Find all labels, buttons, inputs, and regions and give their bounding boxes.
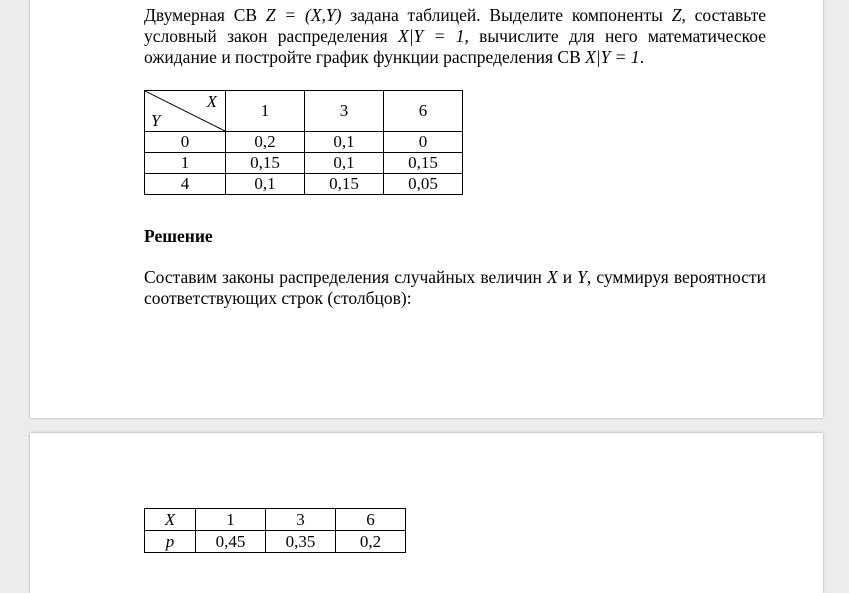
x-distribution-table <box>144 508 406 553</box>
page-1 <box>30 0 823 418</box>
probability-cell: 0,2 <box>336 531 406 553</box>
probability-cell: 0 <box>384 132 463 153</box>
table-row <box>145 509 406 531</box>
probability-cell: 0,15 <box>305 174 384 195</box>
x-value-header: 1 <box>226 91 305 132</box>
corner-cell <box>145 91 226 132</box>
table-row <box>145 531 406 553</box>
math-conditional: X|Y = 1 <box>398 26 465 46</box>
table-row <box>145 132 463 153</box>
problem-text: . <box>639 47 645 67</box>
math-z: Z <box>671 5 682 25</box>
y-value-cell: 4 <box>145 174 226 195</box>
solution-text-part: Составим законы распределения случайных величин <box>144 267 547 287</box>
problem-text: , составьте условный закон распределения <box>144 5 767 46</box>
x-value-header: 3 <box>305 91 384 132</box>
problem-text: , вычислите для него математическое ожидание и постройте график функции распределения СВ <box>144 26 766 67</box>
solution-text <box>144 267 766 309</box>
probability-cell: 0,35 <box>266 531 336 553</box>
probability-cell: 0,15 <box>226 153 305 174</box>
probability-cell: 0,05 <box>384 174 463 195</box>
math-z: Z = (X,Y) <box>265 5 342 25</box>
math-x: X <box>546 267 558 287</box>
value-cell: 1 <box>196 509 266 531</box>
value-cell: 3 <box>266 509 336 531</box>
probability-cell: 0,1 <box>305 153 384 174</box>
probability-label-cell: p <box>145 531 196 553</box>
x-axis-label: X <box>206 92 217 111</box>
probability-cell: 0,2 <box>226 132 305 153</box>
y-value-cell: 0 <box>145 132 226 153</box>
page-2 <box>30 433 823 593</box>
probability-cell: 0,45 <box>196 531 266 553</box>
math-conditional: X|Y = 1 <box>585 47 640 67</box>
table-row <box>145 153 463 174</box>
probability-cell: 0,1 <box>305 132 384 153</box>
solution-text-part: , суммируя вероятности соответствующих строк (столбцов): <box>144 267 766 308</box>
problem-text: задана таблицей. Выделите компоненты <box>341 5 672 25</box>
y-axis-label: Y <box>151 111 161 130</box>
problem-text: Двумерная СВ <box>144 5 266 25</box>
probability-cell: 0,1 <box>226 174 305 195</box>
table-header-row <box>145 91 463 132</box>
solution-text-part: и <box>557 267 578 287</box>
solution-heading: Решение <box>144 226 213 246</box>
y-value-cell: 1 <box>145 153 226 174</box>
joint-distribution-table <box>144 90 463 195</box>
probability-cell: 0,15 <box>384 153 463 174</box>
value-cell: 6 <box>336 509 406 531</box>
table-row <box>145 174 463 195</box>
x-value-header: 6 <box>384 91 463 132</box>
variable-label-cell: X <box>145 509 196 531</box>
math-y: Y <box>577 267 587 287</box>
problem-statement <box>144 5 766 68</box>
